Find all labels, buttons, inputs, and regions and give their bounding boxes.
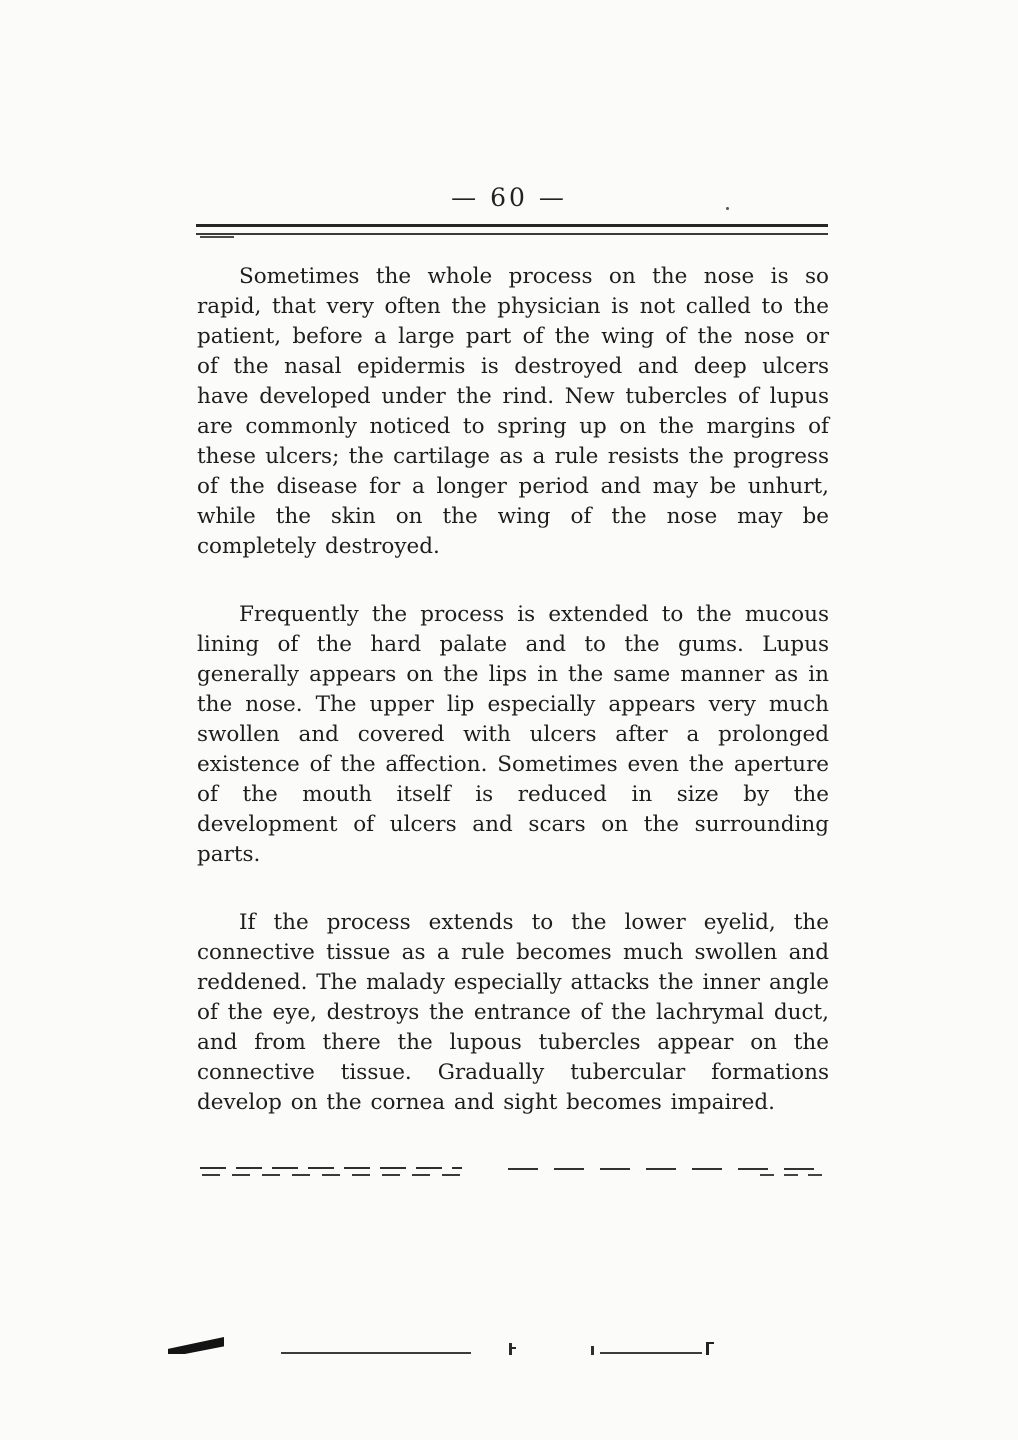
scan-artifact-mark-2 xyxy=(706,1342,709,1355)
header-rule-fragment xyxy=(200,236,234,238)
scan-artifact-dot xyxy=(726,207,729,210)
scan-artifact-mark-1 xyxy=(509,1343,512,1355)
footer-rule-right-bottom xyxy=(760,1174,830,1176)
header-rule xyxy=(196,224,828,235)
scan-artifact-line-1 xyxy=(281,1352,471,1354)
scan-artifact-wedge xyxy=(168,1337,224,1354)
paragraph-3: If the process extends to the lower eyelid, the connective tissue as a rule becomes much swollen and reddened. The malady especially attacks the inner angle of the eye, destroys the entrance of the lachrymal duct, and from there the lupous tubercles appear on the connective tissue. Gradually tubercular formations develop on the cornea and sight becomes impaired. xyxy=(197,910,829,1115)
footer-rule-left-top xyxy=(200,1167,462,1169)
paragraph-1: Sometimes the whole process on the nose is so rapid, that very often the physician is not called to the patient, before a large part of the wing of the nose or of the nasal epidermis is destroyed and deep ulcers have developed under the rind. New tubercles of lupus are commonly noticed to spring up on the margins of these ulcers; the cartilage as a rule resists the progress of the disease for a longer period and may be unhurt, while the skin on the wing of the nose may be completely destroyed. xyxy=(197,264,829,559)
scan-artifact-tick xyxy=(591,1346,594,1355)
paragraph-2: Frequently the process is extended to the mucous lining of the hard palate and to the gums. Lupus generally appears on the lips in the same manner as in the nose. The upper lip especially appears very much swollen and covered with ulcers after a prolonged existence of the affection. Sometimes even the aperture of the mouth itself is reduced in size by the development of ulcers and scars on the surrounding parts. xyxy=(197,602,829,867)
footer-rule-left-bottom xyxy=(202,1174,460,1176)
footer-rule-right-top xyxy=(508,1168,830,1170)
body-text xyxy=(197,262,829,1156)
scan-artifact-line-2 xyxy=(600,1352,702,1354)
page-number: — 60 — xyxy=(451,183,567,212)
